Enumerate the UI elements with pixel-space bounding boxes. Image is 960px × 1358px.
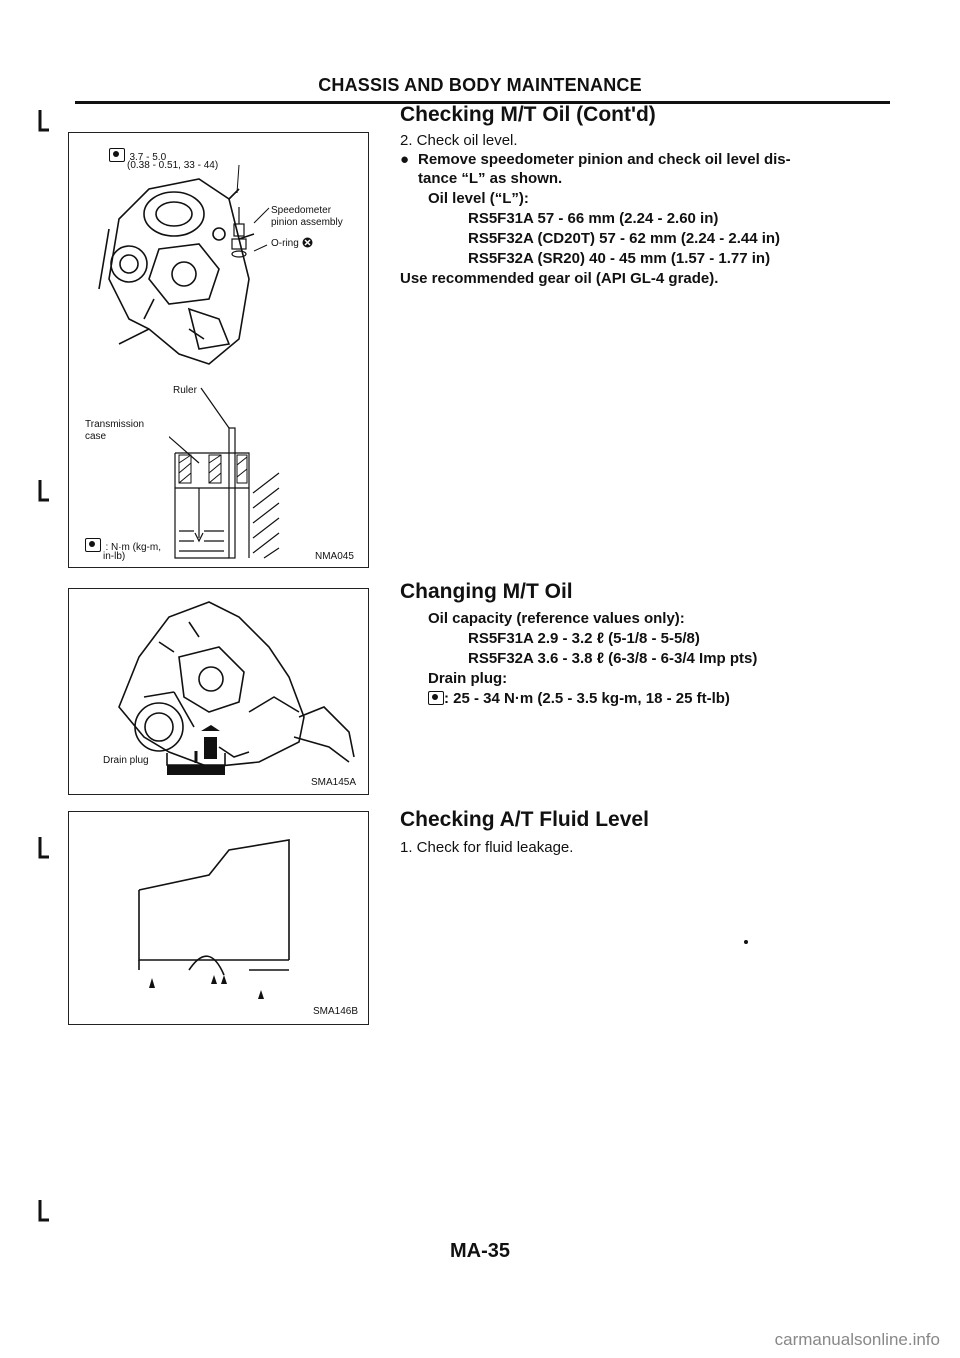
bullet-dot: ● — [400, 151, 410, 168]
ruler-label: Ruler — [173, 385, 197, 396]
capacity-label: Oil capacity (reference values only): — [428, 610, 685, 627]
bullet-text: Remove speedometer pinion and check oil level dis- — [418, 151, 791, 168]
checking-mt-step: 2. Check oil level. — [400, 132, 518, 149]
figure1-code: NMA045 — [315, 551, 354, 562]
section-title-checking-mt: Checking M/T Oil (Cont'd) — [400, 103, 656, 126]
figure1-leader-lines — [69, 133, 368, 393]
capacity-row-1: RS5F31A 2.9 - 3.2 ℓ (5-1/8 - 5-5/8) — [468, 630, 700, 647]
margin-mark-1 — [38, 108, 50, 134]
oil-level-row-3: RS5F32A (SR20) 40 - 45 mm (1.57 - 1.77 in) — [468, 250, 771, 267]
drain-plug-heading: Drain plug: — [428, 670, 508, 687]
page-header-title: CHASSIS AND BODY MAINTENANCE — [318, 75, 642, 95]
figure-drain-plug — [68, 588, 369, 795]
torque-value: 3.7 - 5.0 — [129, 152, 167, 163]
replace-part-icon — [302, 237, 313, 248]
section-title-checking-at: Checking A/T Fluid Level — [400, 808, 649, 831]
legend-torque-icon — [85, 538, 101, 552]
transmission-label-2: case — [85, 431, 107, 442]
oil-level-row-2: RS5F32A (CD20T) 57 - 62 mm (2.24 - 2.44 in) — [468, 230, 781, 247]
checking-mt-bullet — [400, 150, 791, 169]
drain-torque-line — [428, 689, 730, 708]
page-number: MA-35 — [449, 1240, 510, 1262]
speedometer-label-1: Speedometer — [271, 205, 332, 216]
at-leakage-illustration — [129, 830, 309, 1005]
margin-mark-4 — [38, 1198, 50, 1224]
figure-speedometer-oil-level — [68, 132, 369, 568]
oil-level-label: Oil level (“L”): — [428, 190, 529, 207]
torque-sub: (0.38 - 0.51, 33 - 44) — [127, 160, 219, 171]
figure2-code: SMA145A — [311, 777, 357, 788]
bullet-continued: tance “L” as shown. — [418, 170, 563, 187]
checking-at-step: 1. Check for fluid leakage. — [400, 839, 574, 856]
ruler-cross-section — [169, 383, 289, 565]
capacity-row-2: RS5F32A 3.6 - 3.8 ℓ (6-3/8 - 6-3/4 Imp pts) — [468, 650, 758, 667]
legend-line-1: : N·m (kg-m, — [105, 542, 161, 553]
oring-label — [271, 237, 313, 250]
drain-plug-label: Drain plug — [103, 755, 149, 766]
drain-torque-text: : 25 - 34 N·m (2.5 - 3.5 kg-m, 18 - 25 ft-lb) — [444, 690, 730, 707]
drain-torque-icon — [428, 691, 444, 705]
oring-text: O-ring — [271, 238, 299, 249]
margin-mark-2 — [38, 478, 50, 504]
legend-line-2: in-lb) — [103, 551, 126, 562]
print-speck — [744, 940, 748, 944]
figure-fluid-leakage — [68, 811, 369, 1025]
gear-oil-note: Use recommended gear oil (API GL-4 grade). — [400, 270, 719, 287]
oil-level-row-1: RS5F31A 57 - 66 mm (2.24 - 2.60 in) — [468, 210, 719, 227]
figure3-code: SMA146B — [313, 1006, 359, 1017]
speedometer-label-2: pinion assembly — [271, 217, 343, 228]
margin-mark-3 — [38, 835, 50, 861]
section-title-changing-mt: Changing M/T Oil — [400, 580, 573, 603]
transmission-label-1: Transmission — [85, 419, 145, 430]
drain-pan-icon — [165, 751, 235, 777]
watermark: carmanualsonline.info — [774, 1330, 940, 1349]
